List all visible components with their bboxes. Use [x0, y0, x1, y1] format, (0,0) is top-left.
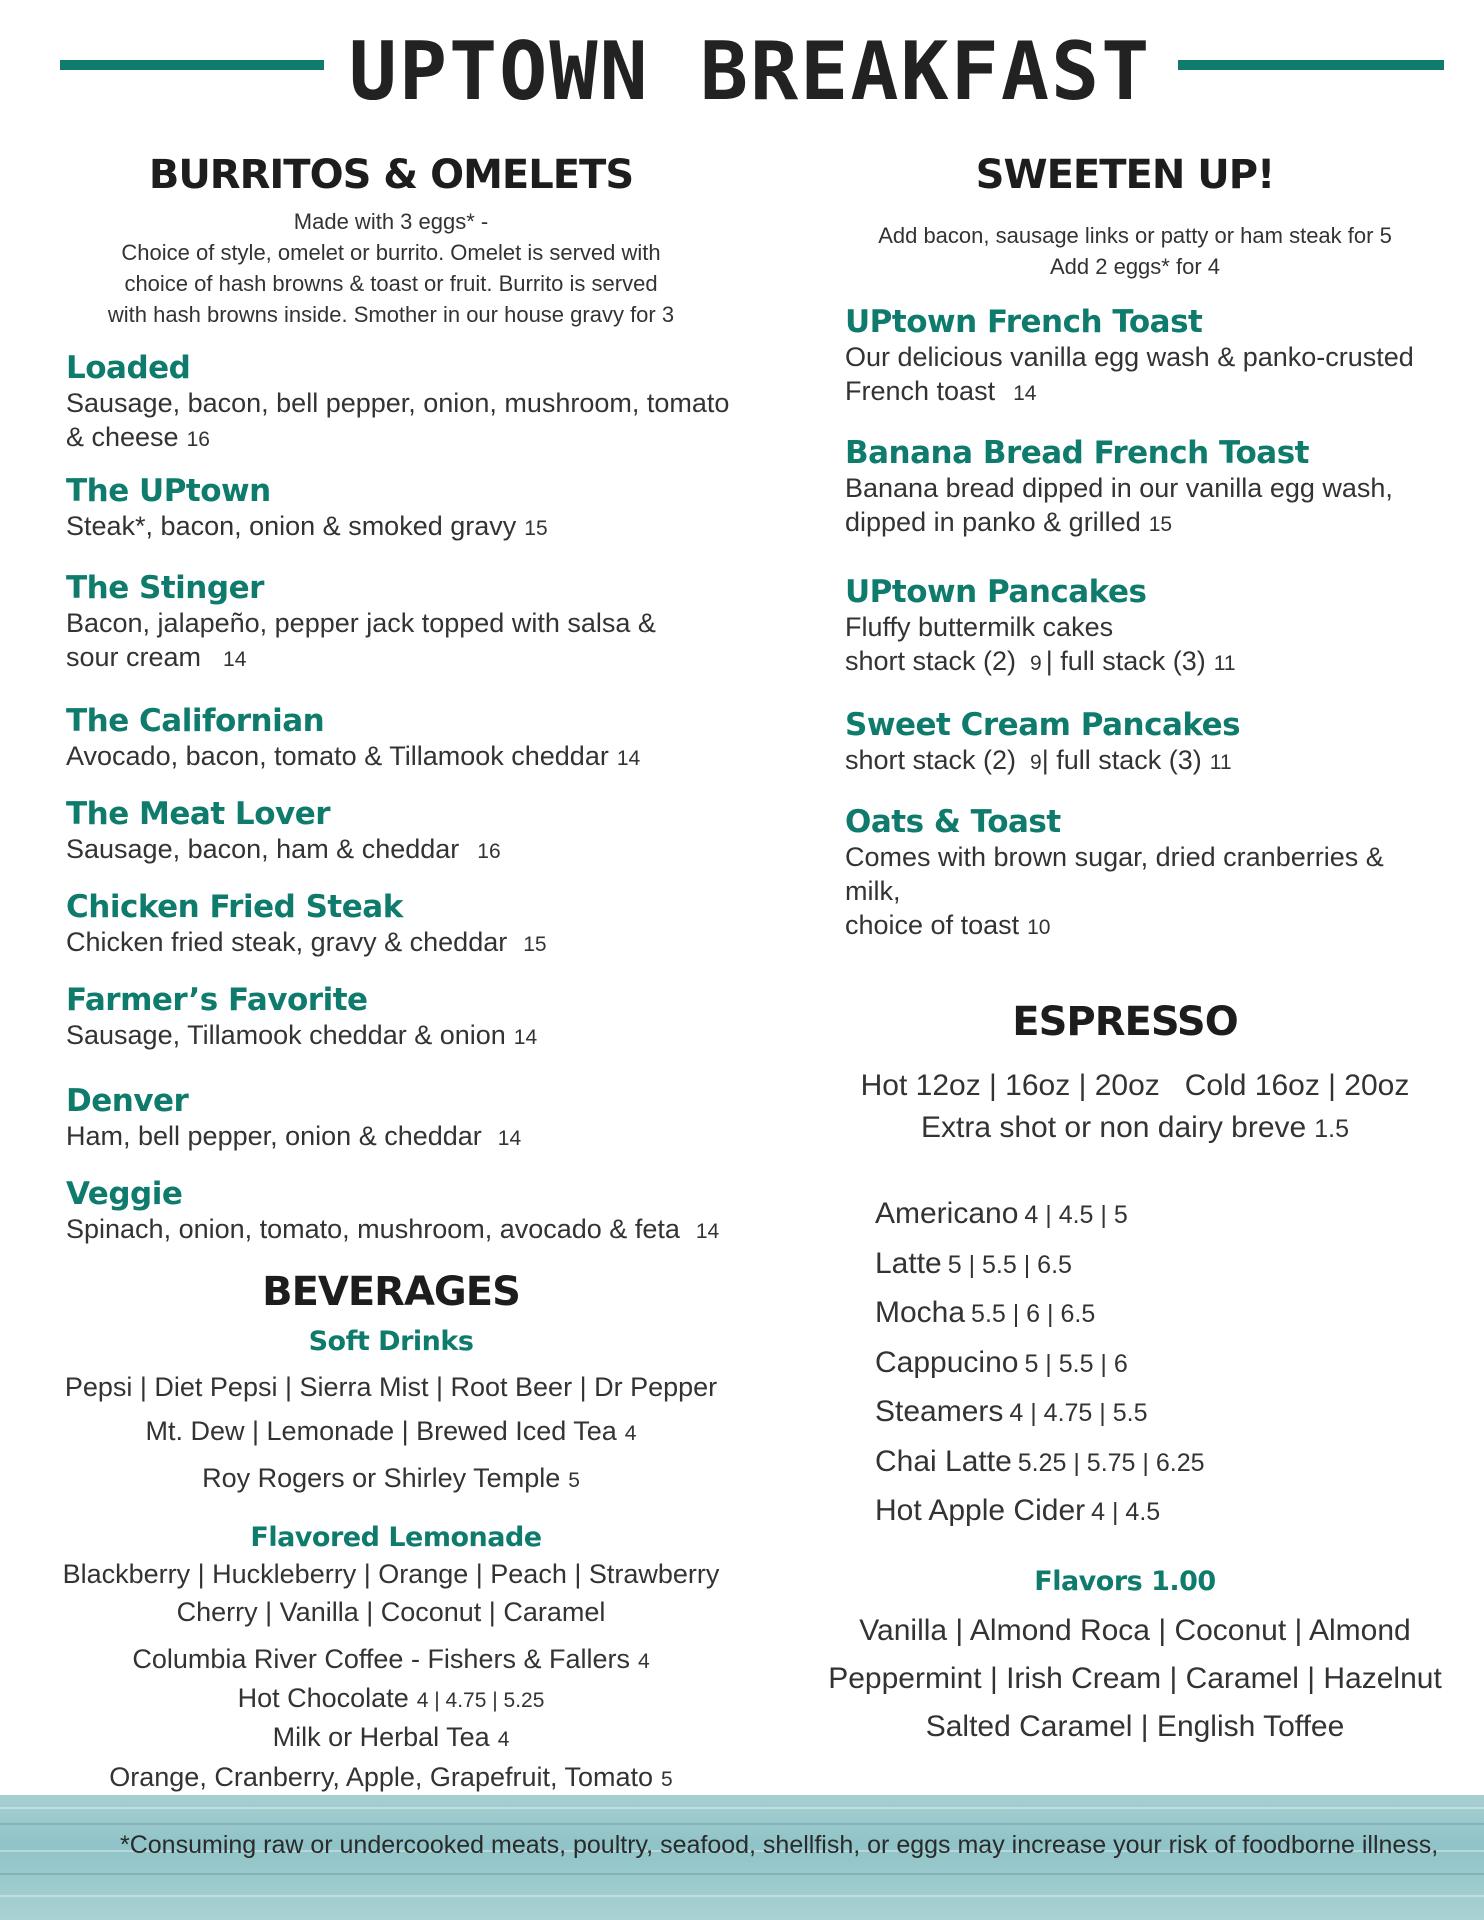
item-name: The Californian	[66, 703, 325, 739]
item-price: 11	[1209, 751, 1232, 774]
drink-price: 5.5 | 6 | 6.5	[971, 1300, 1096, 1328]
item-desc-text: French toast	[845, 376, 996, 406]
item-name: The UPtown	[66, 473, 271, 509]
drink-price: 5 | 5.5 | 6.5	[947, 1250, 1072, 1279]
food-safety-disclaimer: *Consuming raw or undercooked meats, poultry, seafood, shellfish, or eggs may increase your risk of foodborne illness,	[120, 1831, 1439, 1859]
drink-price: 5.25 | 5.75 | 6.25	[1017, 1448, 1205, 1477]
item-name: Loaded	[66, 350, 191, 386]
beverage-price: 5	[661, 1768, 673, 1791]
item-desc: Our delicious vanilla egg wash & panko-crusted	[845, 342, 1414, 372]
espresso-drink-list	[845, 1190, 1445, 1537]
sweeten-up-title: SWEETEN UP!	[975, 152, 1275, 198]
flavors-list	[825, 1607, 1445, 1751]
espresso-drink	[875, 1339, 1445, 1389]
espresso-extra-text: Extra shot or non dairy breve	[921, 1111, 1307, 1144]
wood-grain	[0, 1823, 1484, 1825]
item-price: 11	[1213, 652, 1236, 675]
espresso-drink	[875, 1438, 1445, 1488]
item-desc-line	[66, 1018, 746, 1055]
item-desc: Sausage, bacon, bell pepper, onion, mushroom, tomato	[66, 388, 730, 418]
soft-drinks-line	[36, 1456, 746, 1503]
item-name: Farmer’s Favorite	[66, 982, 368, 1018]
drink-price: 4 | 4.5 | 5	[1024, 1201, 1128, 1229]
intro-line: Add bacon, sausage links or patty or ham steak for 5	[878, 223, 1392, 248]
item-desc-line2	[845, 644, 1445, 681]
menu-item-uptown-pancakes	[845, 574, 1445, 681]
beverage-text: Milk or Herbal Tea	[272, 1722, 490, 1752]
intro-line: choice of hash browns & toast or fruit. Burrito is served	[124, 271, 658, 296]
item-desc-line	[66, 832, 746, 869]
item-desc-line2	[66, 420, 746, 457]
item-price: 14	[223, 648, 247, 671]
item-price: 14	[497, 1127, 522, 1150]
espresso-drink	[875, 1240, 1445, 1290]
item-price: 10	[1027, 916, 1051, 939]
drink-name: Mocha	[875, 1296, 966, 1329]
intro-line: with hash browns inside. Smother in our house gravy for 3	[107, 302, 675, 327]
menu-title: UPTOWN BREAKFAST	[348, 25, 1152, 118]
beverage-line	[36, 1680, 746, 1719]
item-name: The Stinger	[66, 570, 264, 606]
burritos-title: BURRITOS & OMELETS	[148, 152, 634, 198]
item-desc-text: | full stack (3)	[1045, 646, 1206, 676]
item-desc: Bacon, jalapeño, pepper jack topped with salsa &	[66, 608, 656, 638]
burritos-intro	[36, 206, 746, 330]
espresso-extra-line	[825, 1107, 1445, 1150]
menu-item-the-stinger	[66, 570, 746, 677]
item-price: 15	[524, 517, 548, 540]
beverage-price: 4 | 4.75 | 5.25	[416, 1689, 545, 1712]
other-beverages-list	[36, 1641, 746, 1799]
item-desc-line	[66, 1212, 746, 1249]
item-desc-text: Sausage, bacon, ham & cheddar	[66, 834, 460, 864]
item-desc-line	[66, 739, 746, 776]
item-price: 14	[513, 1026, 538, 1049]
item-desc-text: Steak*, bacon, onion & smoked gravy	[66, 511, 517, 541]
item-desc-line2	[845, 908, 1445, 945]
soft-drinks-list	[36, 1365, 746, 1503]
drink-name: Chai Latte	[875, 1444, 1012, 1478]
item-name: Chicken Fried Steak	[66, 889, 403, 925]
beverage-line	[36, 1719, 746, 1758]
item-price: 14	[695, 1220, 720, 1243]
espresso-drink	[875, 1289, 1445, 1339]
beverage-text: Columbia River Coffee - Fishers & Fallers	[132, 1644, 630, 1674]
intro-line: Made with 3 eggs* -	[293, 209, 489, 234]
beverage-text: Hot Chocolate	[237, 1683, 409, 1713]
espresso-drink	[875, 1190, 1445, 1240]
wood-grain	[0, 1895, 1484, 1897]
lemonade-list	[36, 1555, 746, 1631]
item-name: UPtown Pancakes	[845, 574, 1147, 610]
item-desc-text: & cheese	[66, 422, 179, 452]
header-rule-left	[60, 60, 324, 70]
espresso-drink	[875, 1487, 1445, 1537]
item-name: UPtown French Toast	[845, 304, 1203, 340]
menu-item-banana-bread-french-toast	[845, 435, 1445, 542]
drink-name: Hot Apple Cider	[875, 1494, 1086, 1527]
drink-name: Steamers	[875, 1395, 1004, 1428]
espresso-title: ESPRESSO	[1012, 999, 1238, 1045]
menu-item-the-californian	[66, 703, 746, 776]
drink-price: 4 | 4.5	[1091, 1498, 1161, 1526]
espresso-extra-price: 1.5	[1314, 1115, 1349, 1143]
item-name: Oats & Toast	[845, 804, 1061, 840]
wood-grain	[0, 1873, 1484, 1875]
header-rule-right	[1178, 60, 1444, 70]
drink-price: 5 | 5.5 | 6	[1024, 1349, 1128, 1378]
beverages-title: BEVERAGES	[262, 1269, 520, 1315]
soft-drinks-title: Soft Drinks	[308, 1326, 474, 1357]
drink-name: Latte	[875, 1246, 942, 1280]
item-name: Banana Bread French Toast	[845, 435, 1309, 471]
item-desc-text: | full stack (3)	[1041, 745, 1202, 775]
item-desc-text: sour cream	[66, 642, 202, 672]
beverage-price: 4	[637, 1650, 650, 1673]
item-price: 14	[616, 747, 641, 770]
lemonade-line: Blackberry | Huckleberry | Orange | Peach | Strawberry	[62, 1559, 720, 1589]
menu-item-chicken-fried-steak	[66, 889, 746, 962]
item-desc-line	[66, 1119, 746, 1156]
item-desc: Comes with brown sugar, dried cranberries & milk,	[845, 842, 1384, 906]
drink-line-text: Mt. Dew | Lemonade | Brewed Iced Tea	[145, 1416, 617, 1446]
item-name: Sweet Cream Pancakes	[845, 707, 1241, 743]
item-desc-line	[66, 509, 746, 546]
item-desc-line2	[66, 640, 746, 677]
menu-item-farmers-favorite	[66, 982, 746, 1055]
item-desc-text: Spinach, onion, tomato, mushroom, avocado & feta	[66, 1214, 680, 1244]
drink-name: Cappucino	[875, 1345, 1019, 1379]
item-desc-text: Sausage, Tillamook cheddar & onion	[66, 1020, 506, 1050]
item-price: 14	[1013, 382, 1037, 405]
beverage-line	[36, 1641, 746, 1680]
flavors-line: Vanilla | Almond Roca | Coconut | Almond	[859, 1613, 1411, 1647]
espresso-sizes: Hot 12oz | 16oz | 20oz Cold 16oz | 20oz	[860, 1069, 1410, 1102]
drink-name: Americano	[875, 1197, 1019, 1230]
item-price: 15	[523, 933, 547, 956]
item-desc-text: short stack (2)	[845, 646, 1017, 676]
drink-price: 4 | 4.75 | 5.5	[1009, 1399, 1148, 1427]
drink-price: 4	[624, 1422, 637, 1445]
footer-wood-band	[0, 1795, 1484, 1920]
menu-item-oats-and-toast	[845, 804, 1445, 945]
menu-item-denver	[66, 1083, 746, 1156]
menu-item-loaded	[66, 350, 746, 457]
intro-line: Choice of style, omelet or burrito. Omelet is served with	[121, 240, 661, 265]
item-price: 9	[1030, 652, 1042, 675]
item-desc-text: Avocado, bacon, tomato & Tillamook cheddar	[66, 741, 609, 771]
item-desc-line	[66, 925, 746, 962]
item-price: 16	[477, 840, 501, 863]
left-column	[62, 150, 746, 1799]
item-desc-line	[845, 743, 1445, 780]
menu-item-the-meat-lover	[66, 796, 746, 869]
item-name: Veggie	[66, 1176, 183, 1212]
lemonade-line: Cherry | Vanilla | Coconut | Caramel	[176, 1597, 606, 1627]
item-price: 9	[1030, 751, 1042, 774]
espresso-drink	[875, 1388, 1445, 1438]
item-desc-text: dipped in panko & grilled	[845, 507, 1141, 537]
drink-price: 5	[568, 1469, 580, 1492]
menu-item-uptown-french-toast	[845, 304, 1445, 411]
flavors-line: Peppermint | Irish Cream | Caramel | Hazelnut	[828, 1661, 1442, 1695]
flavored-lemonade-title: Flavored Lemonade	[250, 1522, 542, 1553]
beverage-line	[36, 1758, 746, 1799]
beverage-price: 4	[497, 1728, 510, 1751]
soft-drinks-line	[36, 1365, 746, 1409]
drink-line-text: Pepsi | Diet Pepsi | Sierra Mist | Root Beer | Dr Pepper	[64, 1372, 718, 1402]
item-name: Denver	[66, 1083, 189, 1119]
menu-item-the-uptown	[66, 473, 746, 546]
flavors-line: Salted Caramel | English Toffee	[925, 1709, 1345, 1743]
item-desc-text: choice of toast	[845, 910, 1020, 940]
item-desc-text: Chicken fried steak, gravy & cheddar	[66, 927, 508, 957]
menu-item-sweet-cream-pancakes	[845, 707, 1445, 780]
wood-grain	[0, 1807, 1484, 1809]
beverage-text: Orange, Cranberry, Apple, Grapefruit, Tomato	[109, 1762, 654, 1792]
item-desc-text: short stack (2)	[845, 745, 1017, 775]
item-name: The Meat Lover	[66, 796, 331, 832]
item-desc-text: Ham, bell pepper, onion & cheddar	[66, 1121, 482, 1151]
item-price: 15	[1148, 513, 1173, 536]
intro-line: Add 2 eggs* for 4	[1049, 254, 1220, 279]
flavors-title: Flavors 1.00	[1034, 1565, 1216, 1597]
item-desc: Fluffy buttermilk cakes	[845, 612, 1114, 642]
sweeten-intro	[825, 220, 1445, 282]
right-column	[828, 150, 1445, 1751]
item-desc-line2	[845, 374, 1445, 411]
item-price: 16	[186, 428, 210, 451]
drink-line-text: Roy Rogers or Shirley Temple	[202, 1463, 561, 1493]
soft-drinks-line	[36, 1409, 746, 1456]
item-desc: Banana bread dipped in our vanilla egg wash,	[845, 473, 1393, 503]
menu-item-veggie	[66, 1176, 746, 1249]
item-desc-line2	[845, 505, 1445, 542]
